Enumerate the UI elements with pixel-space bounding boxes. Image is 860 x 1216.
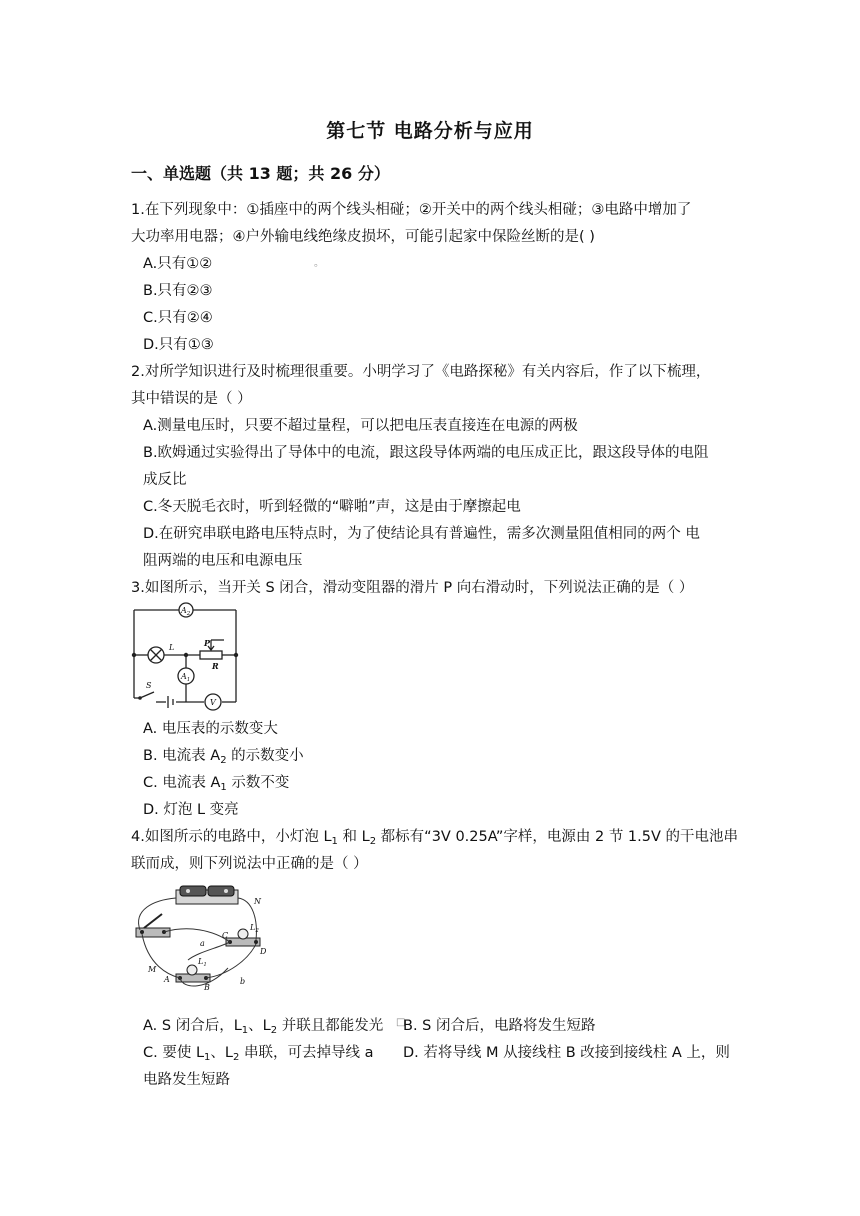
q3-fig-a1-label: $A_1$ [181, 672, 191, 683]
battery-box [176, 886, 238, 904]
q4-fig-label-a-wire: a [200, 939, 205, 948]
switch [136, 914, 170, 937]
q4-circuit-photo [128, 880, 268, 996]
section-heading: 一、单选题（共 13 题；共 26 分） [131, 164, 390, 183]
q1-option-c: C.只有②④ [143, 310, 213, 326]
q4-option-b: B. S 闭合后，电路将发生短路 [403, 1018, 596, 1034]
q1-stem-line2: 大功率用电器；④户外输电线绝缘皮损坏，可能引起家中保险丝断的是( ) [131, 229, 595, 245]
q2-option-b-line1: B.欧姆通过实验得出了导体中的电流，跟这段导体两端的电压成正比，跟这段导体的电阻 [143, 445, 709, 461]
q4-fig-label-b-wire: b [240, 977, 246, 986]
q4-fig-label-n: N [254, 897, 261, 906]
q4-option-a: A. S 闭合后，$L_1$、$L_2$ 并联且都能发光 [143, 1018, 384, 1036]
q4-fig-label-m: M [148, 965, 157, 974]
q4-option-d-line1: D. 若将导线 M 从接线柱 B 改接到接线柱 A 上，则 [403, 1045, 730, 1061]
q4-option-d-line2: 电路发生短路 [143, 1072, 230, 1088]
q2-option-d-line1: D.在研究串联电路电压特点时，为了使结论具有普遍性，需多次测量阻值相同的两个 电 [143, 526, 700, 542]
q4-fig-label-pb: B [204, 983, 210, 992]
q4-option-c: C. 要使 $L_1$、$L_2$ 串联，可去掉导线 a [143, 1045, 374, 1063]
q3-fig-rheostat-label: R [212, 661, 219, 671]
q4-fig-label-l1: $L_1$ [198, 957, 207, 968]
q3-circuit-diagram [126, 600, 244, 716]
q4-stem-line2: 联而成，则下列说法中正确的是（ ） [131, 856, 368, 872]
q3-option-a: A. 电压表的示数变大 [143, 721, 278, 737]
q1-stray-mark: 。 [314, 258, 324, 269]
page-title: 第七节 电路分析与应用 [326, 120, 534, 142]
q4-stray-mark: □ [396, 1017, 406, 1028]
q4-fig-label-pa: A [164, 975, 170, 984]
q1-option-d: D.只有①③ [143, 337, 214, 353]
q4-fig-label-l2: $L_2$ [250, 923, 259, 934]
q2-option-b-line2: 成反比 [143, 472, 187, 488]
q3-option-b: B. 电流表 $A_2$ 的示数变小 [143, 748, 304, 766]
q2-stem-line1: 2.对所学知识进行及时梳理很重要。小明学习了《电路探秘》有关内容后，作了以下梳理， [131, 364, 711, 380]
q1-option-b: B.只有②③ [143, 283, 213, 299]
q3-stem: 3.如图所示，当开关 S 闭合，滑动变阻器的滑片 P 向右滑动时，下列说法正确的是（ ） [131, 580, 694, 596]
q3-fig-slider-label: P [204, 638, 211, 648]
q3-option-c: C. 电流表 $A_1$ 示数不变 [143, 775, 290, 793]
q2-option-a: A.测量电压时，只要不超过量程，可以把电压表直接连在电源的两极 [143, 418, 578, 434]
q1-stem-line1: 1.在下列现象中：①插座中的两个线头相碰；②开关中的两个线头相碰；③电路中增加了 [131, 202, 692, 218]
q2-stem-line2: 其中错误的是（ ） [131, 391, 252, 407]
q3-option-d: D. 灯泡 L 变亮 [143, 802, 239, 818]
q4-stem-line1: 4.如图所示的电路中，小灯泡 $L_1$ 和 $L_2$ 都标有“3V 0.25A”字样，电源由 2 节 1.5V 的干电池串 [131, 829, 739, 847]
q3-fig-switch-label: S [146, 681, 152, 690]
q1-option-a: A.只有①② [143, 256, 213, 272]
q4-fig-label-c: C [222, 931, 229, 940]
q3-fig-voltmeter-label: V [210, 698, 216, 707]
q2-option-c: C.冬天脱毛衣时，听到轻微的“噼啪”声，这是由于摩擦起电 [143, 499, 521, 515]
q4-fig-label-d: D [260, 947, 267, 956]
q2-option-d-line2: 阻两端的电压和电源电压 [143, 553, 303, 569]
q3-fig-a2-label: $A_2$ [181, 606, 191, 617]
q3-fig-lamp-label: L [169, 643, 175, 652]
